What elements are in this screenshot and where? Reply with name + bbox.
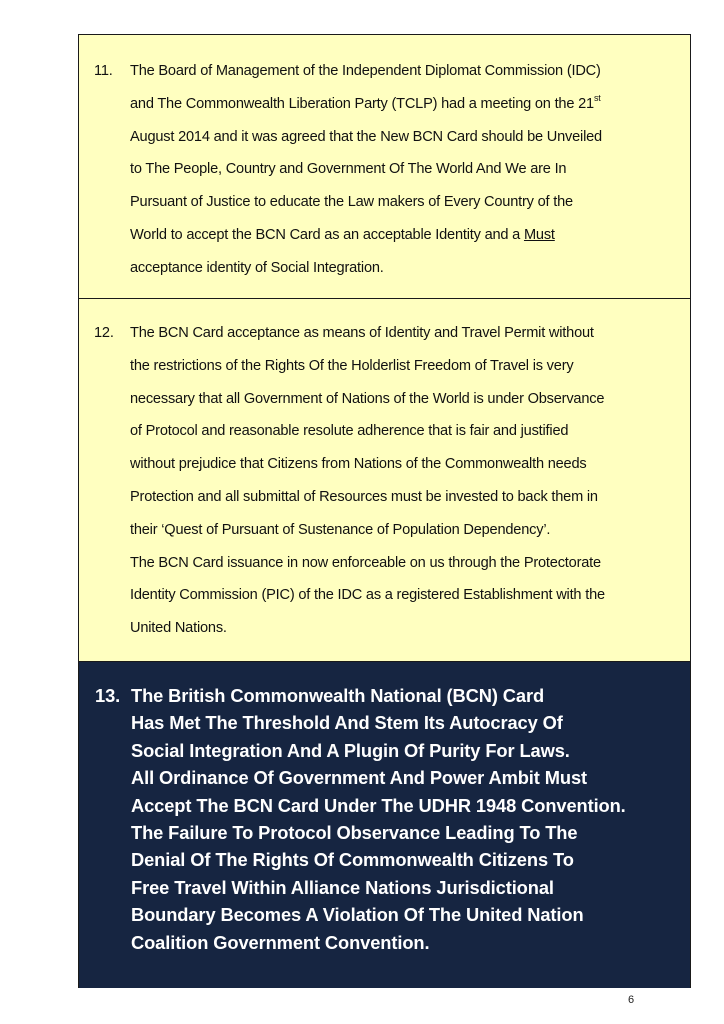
item-12 — [94, 317, 684, 645]
item-13-line-8: Free Travel Within Alliance Nations Jurisdictional — [131, 876, 554, 898]
item-13-line-3: Social Integration And A Plugin Of Purity For Laws. — [131, 739, 570, 761]
item-12-line-5: without prejudice that Citizens from Nations of the Commonwealth needs — [130, 456, 587, 473]
item-11-line-1: The Board of Management of the Independent Diplomat Commission (IDC) — [130, 63, 601, 79]
item-13-line-2: Has Met The Threshold And Stem Its Autocracy Of — [131, 712, 563, 734]
item-12-line-4: of Protocol and reasonable resolute adherence that is fair and justified — [130, 423, 569, 440]
item-11-line-2: and The Commonwealth Liberation Party (TCLP) had a meeting on the 21st — [130, 92, 601, 112]
item-13-line-6: The Failure To Protocol Observance Leading To The — [131, 822, 578, 844]
item-12-line-2: the restrictions of the Rights Of the Holderlist Freedom of Travel is very — [130, 357, 574, 374]
item-13-line-7: Denial Of The Rights Of Commonwealth Citizens To — [131, 849, 574, 871]
item-11 — [94, 55, 684, 285]
item-13 — [95, 682, 684, 956]
item-number: 12. — [94, 325, 114, 341]
item-13-line-4: All Ordinance Of Government And Power Ambit Must — [131, 767, 587, 789]
content-frame — [78, 34, 691, 988]
item-number: 11. — [94, 63, 113, 79]
item-12-line-6: Protection and all submittal of Resources must be invested to back them in — [130, 488, 598, 505]
item-11-line-6: World to accept the BCN Card as an acceptable Identity and a Must — [130, 226, 555, 243]
item-12-box — [79, 299, 690, 661]
item-11-line-3: August 2014 and it was agreed that the New BCN Card should be Unveiled — [130, 128, 602, 145]
item-13-line-5: Accept The BCN Card Under The UDHR 1948 Convention. — [131, 794, 626, 816]
item-11-line-4: to The People, Country and Government Of The World And We are In — [130, 161, 567, 178]
item-12-line-1: The BCN Card acceptance as means of Identity and Travel Permit without — [130, 325, 594, 341]
item-12-line-3: necessary that all Government of Nations of the World is under Observance — [130, 390, 605, 407]
item-number: 13. — [95, 685, 121, 706]
item-13-box — [79, 661, 690, 988]
item-11-line-7: acceptance identity of Social Integration. — [130, 259, 384, 276]
item-13-line-9: Boundary Becomes A Violation Of The United Nation — [131, 904, 584, 926]
item-11-line-5: Pursuant of Justice to educate the Law makers of Every Country of the — [130, 194, 573, 211]
must-underlined: Must — [523, 226, 555, 243]
item-12-line-8: The BCN Card issuance in now enforceable on us through the Protectorate — [130, 554, 601, 571]
item-12-line-9: Identity Commission (PIC) of the IDC as a registered Establishment with the — [130, 587, 605, 604]
item-13-line-10: Coalition Government Convention. — [131, 931, 430, 953]
item-12-line-7: their ‘Quest of Pursuant of Sustenance of Population Dependency’. — [130, 521, 551, 538]
page-number: 6 — [628, 994, 635, 1006]
item-12-line-10: United Nations. — [130, 620, 227, 637]
item-11-box — [79, 35, 690, 299]
item-13-line-1: The British Commonwealth National (BCN) Card — [131, 685, 545, 706]
